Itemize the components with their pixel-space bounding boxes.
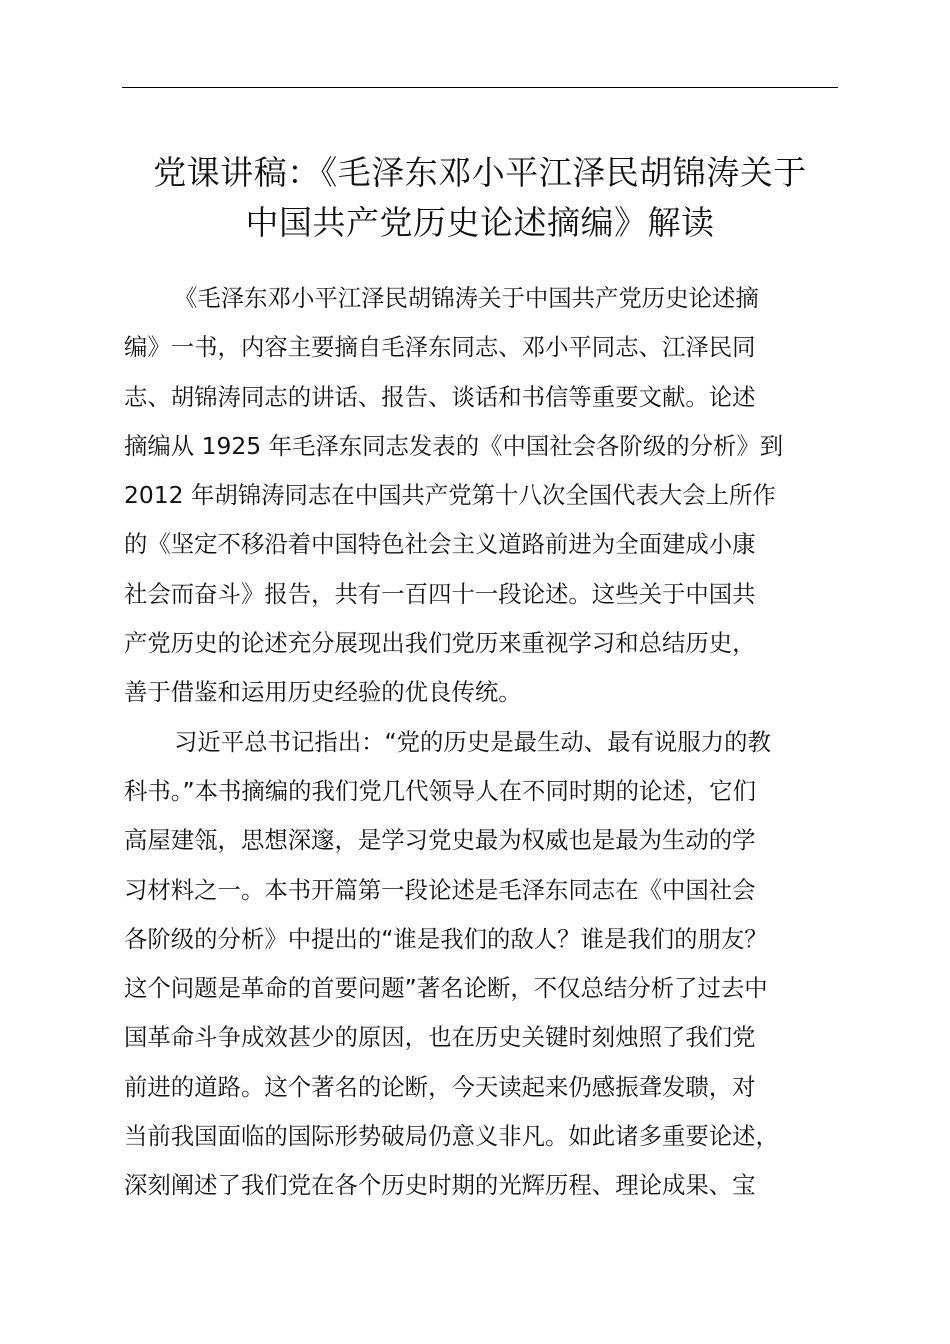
text-line: 摘编从 1925 年毛泽东同志发表的《中国社会各阶级的分析》到 xyxy=(124,431,784,460)
text-line: 社会而奋斗》报告，共有一百四十一段论述。这些关于中国共 xyxy=(124,579,756,608)
document-title xyxy=(110,148,850,248)
header-rule xyxy=(122,87,838,88)
text-line: 前进的道路。这个著名的论断，今天读起来仍感振聋发聩，对 xyxy=(124,1072,756,1101)
text-line: 高屋建瓴，思想深邃，是学习党史最为权威也是最为生动的学 xyxy=(124,826,756,855)
text-line: 国革命斗争成效甚少的原因，也在历史关键时刻烛照了我们党 xyxy=(124,1023,756,1052)
text-line: 2012 年胡锦涛同志在中国共产党第十八次全国代表大会上所作 xyxy=(124,481,776,510)
text-line: 深刻阐述了我们党在各个历史时期的光辉历程、理论成果、宝 xyxy=(124,1171,756,1200)
text-line: 当前我国面临的国际形势破局仍意义非凡。如此诸多重要论述， xyxy=(124,1122,779,1151)
text-line: 这个问题是革命的首要问题”著名论断，不仅总结分析了过去中 xyxy=(124,974,768,1003)
text-line: 科书。”本书摘编的我们党几代领导人在不同时期的论述，它们 xyxy=(124,776,756,805)
paragraph-1 xyxy=(124,274,844,718)
text-line: 《毛泽东邓小平江泽民胡锦涛关于中国共产党历史论述摘 xyxy=(174,284,759,312)
text-line: 志、胡锦涛同志的讲话、报告、谈话和书信等重要文献。论述 xyxy=(124,382,756,411)
title-line-2: 中国共产党历史论述摘编》解读 xyxy=(245,203,715,242)
text-line: 各阶级的分析》中提出的“谁是我们的敌人？谁是我们的朋友？ xyxy=(124,924,768,953)
text-line: 编》一书，内容主要摘自毛泽东同志、邓小平同志、江泽民同 xyxy=(124,333,756,362)
text-line: 习近平总书记指出：“党的历史是最生动、最有说服力的教 xyxy=(174,727,771,756)
text-line: 产党历史的论述充分展现出我们党历来重视学习和总结历史， xyxy=(124,629,756,658)
text-line: 习材料之一。本书开篇第一段论述是毛泽东同志在《中国社会 xyxy=(124,875,756,904)
title-line-1: 党课讲稿：《毛泽东邓小平江泽民胡锦涛关于 xyxy=(153,153,807,192)
text-line: 善于借鉴和运用历史经验的优良传统。 xyxy=(124,678,522,707)
paragraph-2 xyxy=(124,718,844,1211)
text-line: 的《坚定不移沿着中国特色社会主义道路前进为全面建成小康 xyxy=(124,530,756,559)
document-body xyxy=(124,274,844,1211)
